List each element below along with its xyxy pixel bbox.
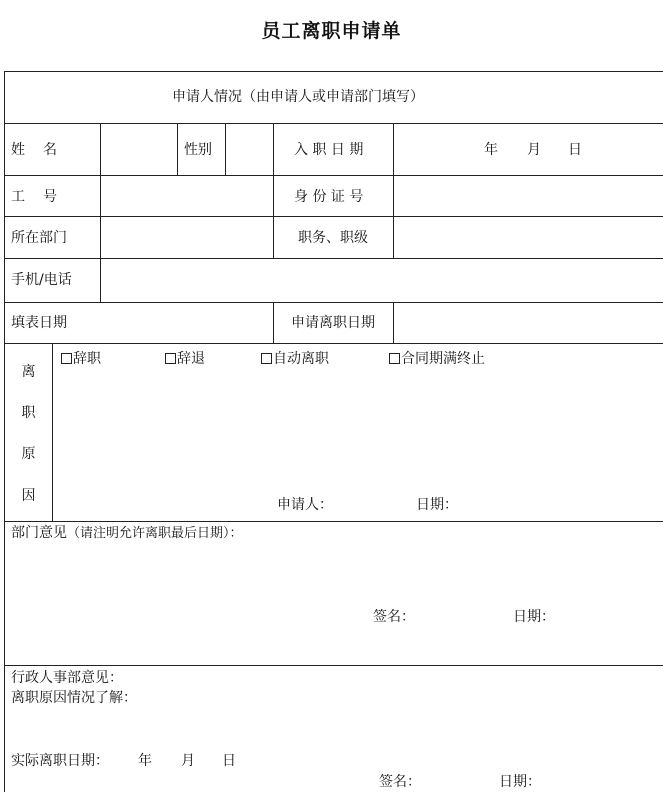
option-dismiss[interactable]: [165, 350, 205, 368]
actual-date-label: 实际离职日期：: [11, 753, 109, 769]
dept-opinion-heading: [11, 524, 243, 543]
option-label: 辞退: [177, 351, 205, 367]
reason-label-char: 因: [21, 488, 36, 504]
option-label: 自动离职: [273, 351, 329, 367]
checkbox-icon[interactable]: [61, 353, 72, 364]
divider: [5, 343, 663, 344]
hire-date-month: 月: [527, 142, 541, 158]
resign-date-label: 申请离职日期: [291, 315, 375, 331]
name-field[interactable]: [101, 124, 176, 174]
department-label: 所在部门: [11, 230, 67, 246]
hire-date-label: 入 职 日 期: [294, 142, 364, 158]
divider: [52, 343, 53, 521]
name-label: 姓 名: [11, 142, 59, 158]
hire-date-year: 年: [484, 142, 498, 158]
option-label: 合同期满终止: [401, 351, 485, 367]
option-self-leave[interactable]: [261, 350, 329, 368]
reason-label-char: 原: [21, 446, 36, 462]
hire-date-day: 日: [568, 142, 582, 158]
divider: [177, 123, 178, 175]
id-no-label: 身 份 证 号: [294, 189, 364, 205]
divider: [5, 521, 663, 522]
option-resign[interactable]: [61, 350, 101, 368]
dept-opinion-note: （请注明允许离职最后日期）：: [67, 526, 243, 541]
applicant-label: 申请人：: [277, 497, 333, 513]
position-label: 职务、职级: [298, 230, 368, 246]
actual-day: 日: [222, 753, 236, 769]
position-field[interactable]: [394, 217, 663, 257]
gender-field[interactable]: [226, 124, 272, 174]
hr-date-label: 日期：: [499, 774, 541, 790]
checkbox-icon[interactable]: [261, 353, 272, 364]
employee-no-label: 工 号: [11, 189, 59, 205]
checkbox-icon[interactable]: [165, 353, 176, 364]
form-title: 员工离职申请单: [261, 20, 402, 42]
fill-date-field[interactable]: [101, 303, 272, 343]
checkbox-icon[interactable]: [389, 353, 400, 364]
employee-no-field[interactable]: [101, 176, 272, 216]
reason-label-char: 离: [21, 364, 36, 380]
fill-date-label: 填表日期: [11, 315, 67, 331]
divider: [5, 665, 663, 666]
id-no-field[interactable]: [394, 176, 663, 216]
dept-sign-label: 签名：: [373, 609, 415, 625]
dept-opinion-label: 部门意见: [11, 525, 67, 541]
gender-label: 性别: [184, 142, 212, 158]
resign-date-field[interactable]: [394, 303, 663, 343]
section-header: 申请人情况（由申请人或申请部门填写）: [172, 89, 424, 105]
actual-year: 年: [138, 753, 152, 769]
department-field[interactable]: [101, 217, 272, 257]
hr-sign-label: 签名：: [379, 774, 421, 790]
resignation-form: [4, 71, 663, 792]
applicant-date-label: 日期：: [416, 497, 458, 513]
hr-reason-label: 离职原因情况了解：: [11, 690, 137, 706]
phone-label: 手机/电话: [11, 272, 72, 288]
option-label: 辞职: [73, 351, 101, 367]
divider: [273, 302, 274, 343]
dept-date-label: 日期：: [513, 609, 555, 625]
actual-month: 月: [181, 753, 195, 769]
reason-label-char: 职: [21, 405, 36, 421]
divider: [273, 123, 274, 258]
hr-opinion-label: 行政人事部意见：: [11, 670, 123, 686]
phone-field[interactable]: [101, 259, 663, 301]
option-contract-end[interactable]: [389, 350, 485, 368]
